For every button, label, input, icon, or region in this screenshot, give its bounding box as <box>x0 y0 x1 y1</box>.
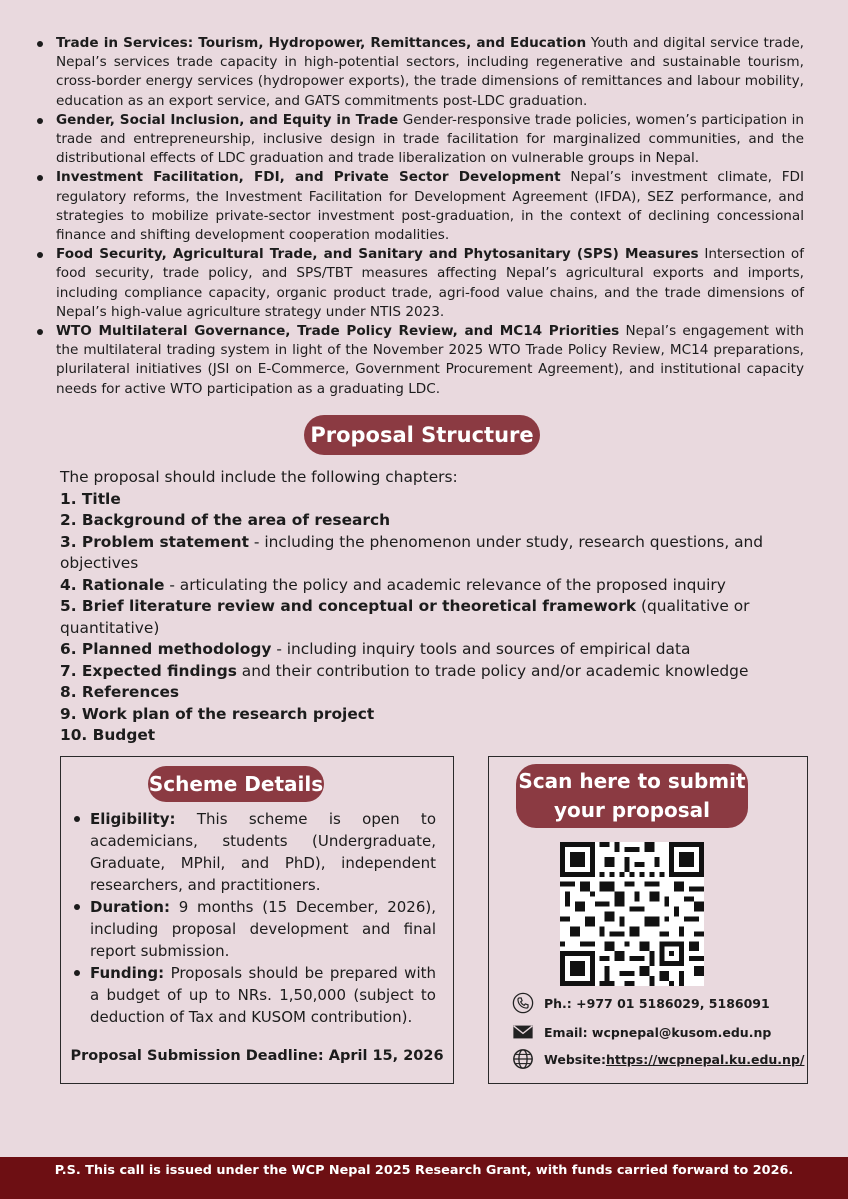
research-areas-list <box>34 34 804 399</box>
contact-phone[interactable] <box>512 992 808 1014</box>
scheme-details-heading: Scheme Details <box>148 766 324 802</box>
area-text: Gender-responsive trade policies, women’s participation in trade and entrepreneurship, inclusive design in trade facilitation for marginalized communities, and the distributional effects of LDC graduation and trade liberalization on vulnerable groups in Nepal. <box>56 111 805 167</box>
area-title: Food Security, Agricultural Trade, and Sanitary and Phytosanitary (SPS) Measures <box>56 246 699 263</box>
phone-text: Ph.: +977 01 5186029, 5186091 <box>544 995 770 1011</box>
area-text: Intersection of food security, trade policy, and SPS/TBT measures affecting Nepal’s agricultural exports and imports, including compliance capacity, organic product trade, agri-food value chains, and the trade dimensions of Nepal’s high-value agriculture strategy under NTIS 2023. <box>56 246 804 320</box>
proposal-structure <box>60 467 820 747</box>
scheme-text: This scheme is open to academicians, students (Undergraduate, Graduate, MPhil, and PhD), independent researchers, and practitioners. <box>90 810 436 894</box>
chapter-desc: (qualitative or quantitative) <box>60 597 750 637</box>
website-label: Website: <box>544 1051 606 1067</box>
structure-intro: The proposal should include the following chapters: <box>60 468 458 486</box>
chapter-item <box>60 639 820 661</box>
footer-note: P.S. This call is issued under the WCP Nepal 2025 Research Grant, with funds carried forward to 2026. <box>0 1157 848 1199</box>
chapter-desc: - articulating the policy and academic relevance of the proposed inquiry <box>164 575 726 594</box>
submission-deadline: Proposal Submission Deadline: April 15, 2026 <box>70 1048 444 1064</box>
chapter-title: 10. Budget <box>60 726 156 744</box>
contact-website[interactable] <box>512 1048 808 1070</box>
chapter-item <box>60 725 820 747</box>
list-item <box>34 245 804 322</box>
scheme-text: 9 months (15 December, 2026), including proposal development and final report submission. <box>90 898 436 960</box>
area-title: WTO Multilateral Governance, Trade Policy Review, and MC14 Priorities <box>56 323 620 340</box>
chapter-title: 6. Planned methodology <box>60 640 272 658</box>
chapter-desc: and their contribution to trade policy and/or academic knowledge <box>236 661 749 680</box>
scheme-details-list <box>70 808 436 1028</box>
chapter-item <box>60 704 820 726</box>
chapter-title: 8. References <box>60 683 180 701</box>
area-title: Investment Facilitation, FDI, and Private Sector Development <box>56 169 561 186</box>
scheme-text: Proposals should be prepared with a budget of up to NRs. 1,50,000 (subject to deduction of Tax and KUSOM contribution). <box>90 964 436 1026</box>
area-text: Youth and digital service trade, Nepal’s services trade capacity in high-potential sectors, including regenerative and sustainable tourism, cross-border energy services (hydropower exports), the trade dimensions of remittances and labour mobility, education as an export service, and GATS commitments post-LDC graduation. <box>56 35 805 109</box>
chapter-title: 9. Work plan of the research project <box>60 704 375 723</box>
chapter-item <box>60 661 820 683</box>
qr-code[interactable] <box>560 842 704 986</box>
proposal-structure-heading: Proposal Structure <box>304 415 540 455</box>
area-text: Nepal’s investment climate, FDI regulatory reforms, the Investment Facilitation for Development Agreement (IFDA), SEZ performance, and strategies to mobilize private-sector investment post-graduation, in the context of declining concessional finance and shifting development cooperation modalities. <box>56 169 804 244</box>
area-text: Nepal’s engagement with the multilateral trading system in light of the November 2025 WTO Trade Policy Review, MC14 preparations, plurilateral initiatives (JSI on E-Commerce, Government Procurement Agreement), and institutional capacity needs for active WTO participation as a graduating LDC. <box>56 323 804 397</box>
chapter-title: 1. Title <box>60 489 121 508</box>
list-item <box>70 808 436 896</box>
website-link[interactable]: https://wcpnepal.ku.edu.np/ <box>605 1051 805 1067</box>
scheme-label: Duration: <box>90 898 170 916</box>
chapter-title: 2. Background of the area of research <box>60 511 391 529</box>
contact-email[interactable] <box>512 1021 808 1043</box>
area-title: Gender, Social Inclusion, and Equity in Trade <box>56 111 399 128</box>
list-item <box>34 322 804 399</box>
scheme-label: Funding: <box>90 964 165 982</box>
chapter-item <box>60 682 820 704</box>
email-icon <box>512 1021 534 1043</box>
list-item <box>34 111 804 169</box>
list-item <box>34 168 804 245</box>
chapter-item <box>60 575 820 597</box>
chapter-item <box>60 510 820 532</box>
list-item <box>70 962 436 1028</box>
chapter-item <box>60 489 820 511</box>
chapter-item <box>60 532 820 575</box>
scheme-label: Eligibility: <box>90 810 176 828</box>
chapter-desc: - including inquiry tools and sources of empirical data <box>271 640 691 658</box>
phone-icon <box>512 992 534 1014</box>
chapter-item <box>60 596 820 639</box>
chapter-title: 4. Rationale <box>60 575 165 594</box>
email-text: Email: wcpnepal@kusom.edu.np <box>544 1024 772 1040</box>
list-item <box>34 34 804 111</box>
list-item <box>70 896 436 962</box>
area-title: Trade in Services: Tourism, Hydropower, Remittances, and Education <box>56 35 587 51</box>
chapter-title: 3. Problem statement <box>60 532 249 551</box>
chapter-desc: - including the phenomenon under study, research questions, and objectives <box>60 532 764 572</box>
chapter-title: 7. Expected findings <box>60 661 237 680</box>
scan-heading: Scan here to submit your proposal <box>516 764 748 828</box>
chapter-title: 5. Brief literature review and conceptual or theoretical framework <box>60 597 637 615</box>
globe-icon <box>512 1048 534 1070</box>
